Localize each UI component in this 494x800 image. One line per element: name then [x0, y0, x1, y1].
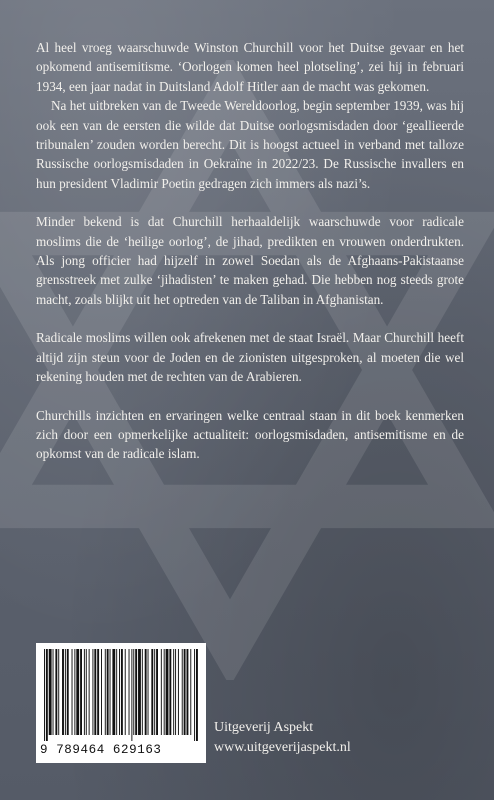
barcode-bars [42, 649, 200, 741]
barcode-bar [148, 649, 149, 735]
barcode-bar [129, 649, 130, 735]
blurb-paragraph-1: Al heel vroeg waarschuwde Winston Churchill voor het Duitse gevaar en het opkomend antisemitisme. ‘Oorlogen komen heel plotseling’, zei hij in februari 1934, een jaar nadat in Duitsland Adolf Hitler aan de macht was gekomen. [36, 40, 464, 94]
barcode-bar [166, 649, 169, 735]
blurb-paragraph-5: Churchills inzichten en ervaringen welke centraal staan in dit boek kenmerken zich door een opmerkelijke actualiteit: oorlogsmisdaden, antisemitisme en de opkomst van de radicale islam. [36, 407, 464, 462]
barcode-bar [145, 649, 147, 735]
barcode-bar [125, 649, 126, 735]
barcode-bar [53, 649, 54, 735]
barcode-bar [119, 649, 120, 735]
barcode-bar [97, 649, 99, 735]
barcode-bar [135, 649, 137, 735]
barcode-bar [151, 649, 153, 735]
barcode-bar [116, 649, 117, 735]
barcode-bar [94, 649, 96, 735]
barcode-bar [131, 649, 132, 741]
barcode-bar [74, 649, 75, 735]
barcode-bar [46, 649, 48, 741]
barcode-bar [142, 649, 143, 735]
barcode-bar [65, 649, 66, 735]
barcode-bar [194, 649, 195, 741]
barcode-bar [49, 649, 52, 735]
publisher-name: Uitgeverij Aspekt [214, 720, 314, 735]
barcode-bar [58, 649, 59, 735]
barcode-bar [121, 649, 123, 735]
barcode-bar [133, 649, 134, 735]
barcode-bar [84, 649, 85, 735]
barcode-bar [72, 649, 73, 735]
blurb-paragraph-4: Radicale moslims willen ook afrekenen met de staat Israël. Maar Churchill heeft altijd zijn steun voor de Joden en de zionisten uitgesproken, al moeten die wel rekening houden met de rechten van de Arabieren. [36, 330, 464, 385]
barcode-bar [190, 649, 191, 735]
back-cover-blurb [36, 38, 464, 464]
barcode-bar [92, 649, 93, 735]
isbn-barcode [36, 643, 206, 763]
barcode-bar [44, 649, 45, 741]
barcode-bar [107, 649, 109, 735]
barcode-bar [178, 649, 179, 735]
barcode-bar [89, 649, 90, 735]
barcode-bar [196, 649, 198, 741]
barcode-bar [67, 649, 69, 735]
barcode-bar [173, 649, 174, 735]
barcode-bar [184, 649, 186, 735]
barcode-bar [62, 649, 64, 735]
barcode-bar [112, 649, 115, 735]
barcode-bar [164, 649, 165, 735]
publisher-website: www.uitgeverijaspekt.nl [214, 740, 351, 755]
publisher-info [214, 718, 351, 758]
barcode-bar [169, 649, 171, 735]
barcode-bar [156, 649, 158, 735]
barcode-bar [76, 649, 79, 735]
barcode-bar [86, 649, 87, 735]
barcode-bar [138, 649, 141, 735]
blurb-paragraph-3: Minder bekend is dat Churchill herhaaldelijk waarschuwde voor radicale moslims die de ‘heilige oorlog’, de jihad, predikten en vrouwen onderdrukten. Als jong officier had hijzelf in zowel Soedan als de Afghaans-Pakistaanse grensstreek met zulke ‘jihadisten’ te maken gehad. Die hebben nog steeds grote macht, zoals blijkt uit het optreden van de Taliban in Afghanistan. [36, 214, 464, 307]
barcode-bar [161, 649, 162, 735]
barcode-bar [110, 649, 111, 735]
barcode-bar [80, 649, 82, 735]
barcode-bar [105, 649, 106, 735]
barcode-bar [182, 649, 183, 735]
barcode-bar [187, 649, 189, 735]
barcode-bar [154, 649, 155, 735]
barcode-bar [55, 649, 57, 735]
isbn-number: 9 789464 629163 [40, 743, 162, 757]
blurb-paragraph-2: Na het uitbreken van de Tweede Wereldoorlog, begin september 1939, was hij ook een van de eersten die wilde dat Duitse oorlogsmisdaden door ‘geallieerde tribunalen’ zouden worden berecht. Dit is hoogst actueel in verband met talloze Russische oorlogsmisdaden in Oekraïne in 2022/23. De Russische invallers en hun president Vladimir Poetin gedragen zich immers als nazi’s. [36, 98, 464, 191]
barcode-bar [175, 649, 176, 735]
barcode-bar [101, 649, 102, 735]
